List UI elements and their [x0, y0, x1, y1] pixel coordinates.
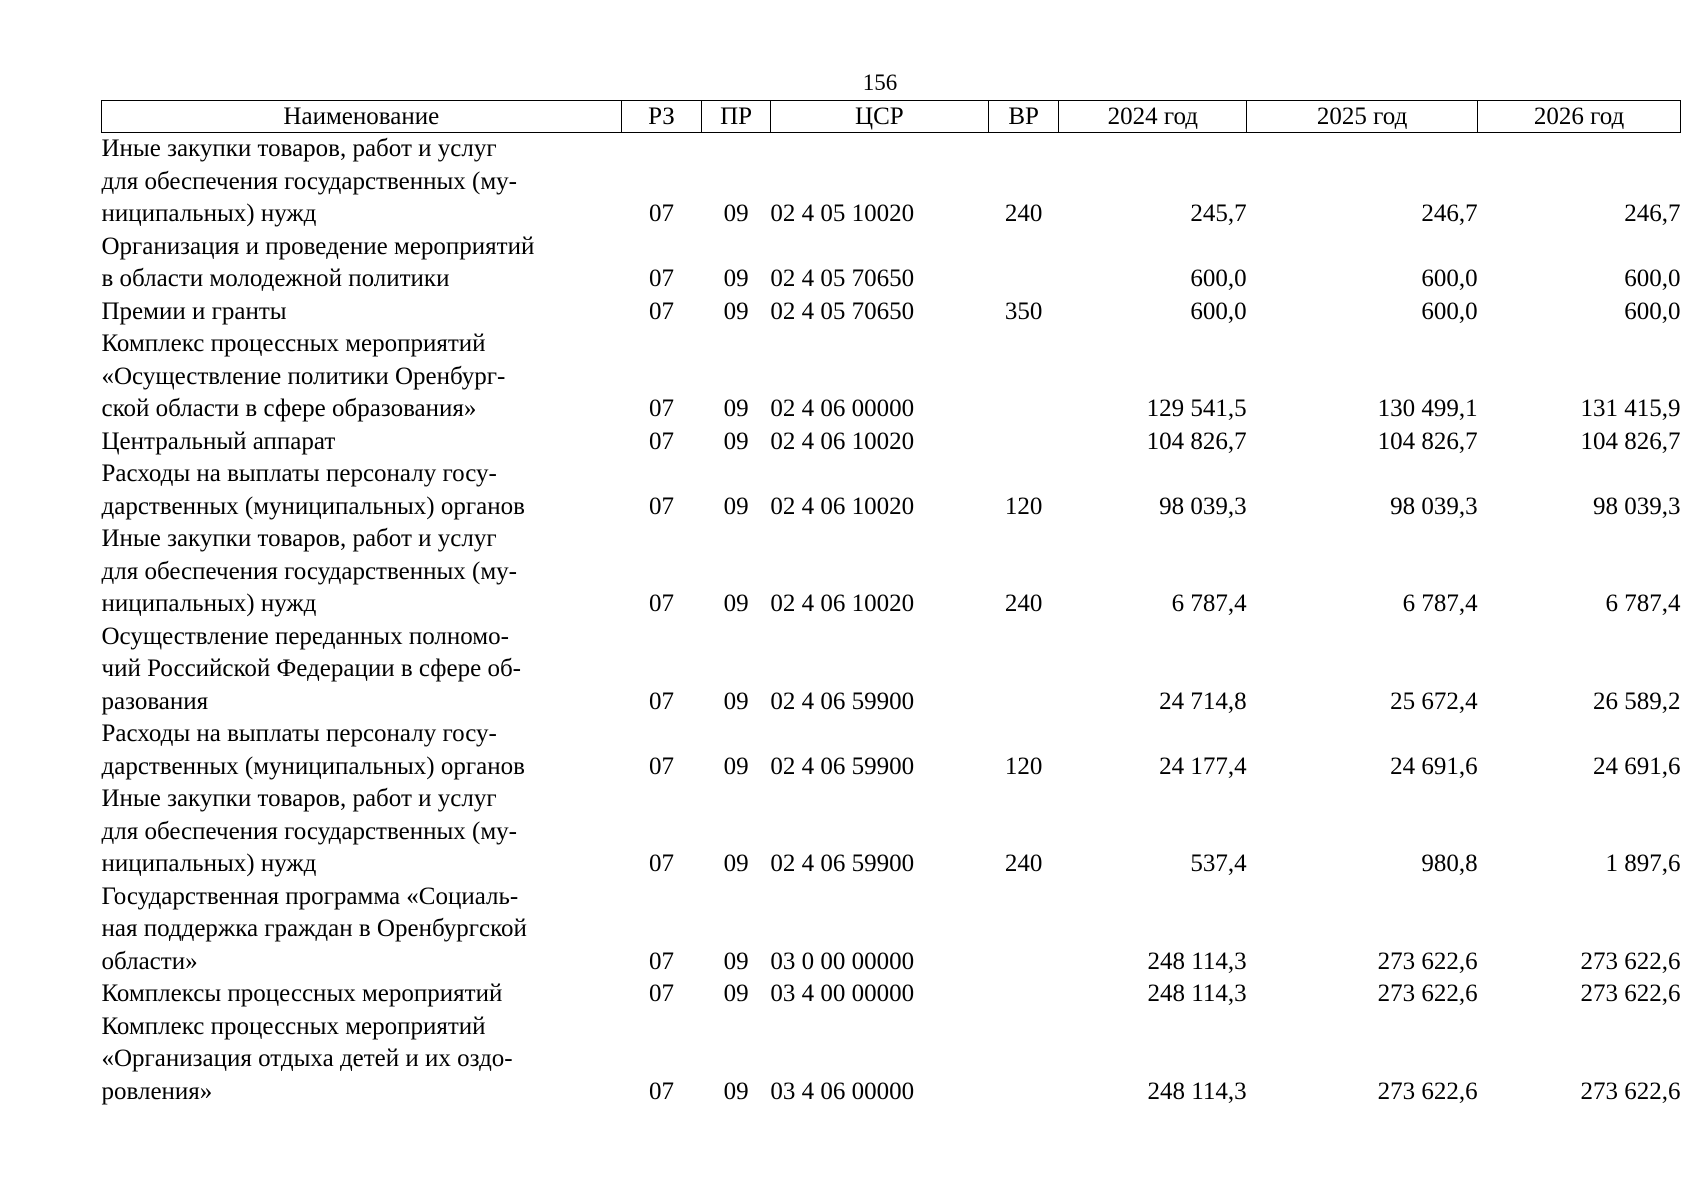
- page-number: 156: [862, 70, 898, 95]
- row-2024: 6 787,4: [1171, 590, 1247, 617]
- row-vr: 240: [1004, 850, 1043, 877]
- row-2026: 246,7: [1624, 200, 1681, 227]
- row-name-line: Иные закупки товаров, работ и услуг: [101, 525, 497, 552]
- row-rz: 07: [648, 947, 674, 975]
- row-name-line: ровления»: [101, 1077, 213, 1105]
- row-2024: 245,7: [1190, 200, 1247, 227]
- row-csr: 02 4 05 70650: [770, 265, 915, 292]
- row-pr: 09: [723, 427, 749, 455]
- row-pr: 09: [723, 1077, 749, 1105]
- row-2024: 104 826,7: [1146, 427, 1247, 455]
- row-2026: 273 622,6: [1580, 1077, 1681, 1105]
- row-csr: 02 4 05 10020: [770, 200, 915, 227]
- row-name: [102, 881, 622, 979]
- row-rz: 07: [648, 752, 674, 780]
- header-vr: ВР: [988, 101, 1059, 133]
- row-vr: [988, 881, 1059, 979]
- row-name-line: Комплекс процессных мероприятий: [101, 330, 486, 357]
- row-csr: 02 4 06 10020: [770, 590, 915, 617]
- row-pr: 09: [723, 752, 749, 780]
- row-csr: 02 4 06 10020: [770, 427, 915, 455]
- budget-table: [101, 100, 1681, 1108]
- row-2025: 273 622,6: [1377, 947, 1478, 975]
- row-2026: 273 622,6: [1580, 980, 1681, 1007]
- row-2026: 24 691,6: [1593, 752, 1681, 780]
- table-row: [102, 133, 1681, 231]
- row-name-line: дарственных (муниципальных) органов: [101, 492, 525, 520]
- table-row: [102, 296, 1681, 329]
- table-row: [102, 718, 1681, 783]
- header-2024: 2024 год: [1059, 101, 1247, 133]
- row-name-line: ской области в сфере образования»: [101, 395, 477, 422]
- row-rz: 07: [648, 1077, 674, 1105]
- row-vr: [988, 231, 1059, 296]
- row-2026: 6 787,4: [1605, 590, 1681, 617]
- row-2025: 600,0: [1421, 297, 1478, 325]
- row-name: [102, 296, 622, 329]
- row-name: [102, 621, 622, 719]
- row-name-line: для обеспечения государственных (му-: [101, 817, 517, 845]
- row-name: [102, 231, 622, 296]
- table-row: [102, 426, 1681, 459]
- row-2025: 98 039,3: [1390, 492, 1478, 520]
- row-vr: [988, 621, 1059, 719]
- row-rz: 07: [648, 590, 674, 617]
- row-name-line: ниципальных) нужд: [101, 200, 317, 227]
- table-row: [102, 328, 1681, 426]
- row-pr: 09: [723, 297, 749, 325]
- row-2025: 273 622,6: [1377, 1077, 1478, 1105]
- row-csr: 03 0 00 00000: [770, 947, 915, 975]
- row-vr: [988, 1011, 1059, 1109]
- row-vr: [988, 978, 1059, 1011]
- row-name-line: чий Российской Федерации в сфере об-: [101, 655, 521, 682]
- row-vr: [988, 426, 1059, 459]
- row-vr: [988, 328, 1059, 426]
- row-2025: 24 691,6: [1390, 752, 1478, 780]
- row-name: [102, 718, 622, 783]
- header-2025: 2025 год: [1247, 101, 1478, 133]
- row-2026: 1 897,6: [1605, 850, 1681, 877]
- row-vr: 120: [1004, 492, 1043, 520]
- row-rz: 07: [648, 395, 674, 422]
- row-name-line: Иные закупки товаров, работ и услуг: [101, 785, 497, 812]
- header-name: Наименование: [102, 101, 622, 133]
- row-2024: 600,0: [1190, 265, 1247, 292]
- row-name-line: Государственная программа «Социаль-: [101, 882, 519, 910]
- row-name-line: «Осуществление политики Оренбург-: [101, 362, 506, 390]
- row-name-line: в области молодежной политики: [101, 265, 450, 292]
- header-pr: ПР: [702, 101, 771, 133]
- row-2024: 98 039,3: [1159, 492, 1247, 520]
- table-row: [102, 458, 1681, 523]
- row-2026: 26 589,2: [1593, 687, 1681, 715]
- row-vr: 240: [1004, 590, 1043, 617]
- table-row: [102, 978, 1681, 1011]
- row-name: [102, 1011, 622, 1109]
- row-2024: 24 714,8: [1159, 687, 1247, 715]
- row-2026: 131 415,9: [1580, 395, 1681, 422]
- row-vr: 120: [1004, 752, 1043, 780]
- row-pr: 09: [723, 850, 749, 877]
- row-pr: 09: [723, 687, 749, 715]
- row-csr: 03 4 00 00000: [770, 980, 915, 1007]
- row-rz: 07: [648, 850, 674, 877]
- row-pr: 09: [723, 395, 749, 422]
- row-2026: 600,0: [1624, 265, 1681, 292]
- row-name-line: Осуществление переданных полномо-: [101, 622, 509, 650]
- table-row: [102, 621, 1681, 719]
- row-rz: 07: [648, 980, 674, 1007]
- row-csr: 02 4 06 00000: [770, 395, 915, 422]
- table-row: [102, 881, 1681, 979]
- row-name-line: разования: [101, 687, 209, 715]
- row-name-line: для обеспечения государственных (му-: [101, 557, 517, 585]
- row-name-line: Комплекс процессных мероприятий: [101, 1012, 486, 1040]
- row-2024: 537,4: [1190, 850, 1247, 877]
- row-name-line: дарственных (муниципальных) органов: [101, 752, 525, 780]
- row-name-line: ниципальных) нужд: [101, 590, 317, 617]
- header-2026: 2026 год: [1478, 101, 1681, 133]
- row-rz: 07: [648, 427, 674, 455]
- row-pr: 09: [723, 980, 749, 1007]
- row-name: [102, 426, 622, 459]
- row-name-line: Расходы на выплаты персоналу госу-: [101, 460, 497, 487]
- row-name-line: Организация и проведение мероприятий: [101, 232, 535, 260]
- row-2025: 130 499,1: [1377, 395, 1478, 422]
- row-name: [102, 133, 622, 231]
- row-name-line: Расходы на выплаты персоналу госу-: [101, 720, 497, 747]
- header-rz: РЗ: [621, 101, 702, 133]
- row-name-line: «Организация отдыха детей и их оздо-: [101, 1045, 513, 1072]
- row-name-line: для обеспечения государственных (му-: [101, 167, 517, 195]
- row-pr: 09: [723, 947, 749, 975]
- row-pr: 09: [723, 590, 749, 617]
- row-2025: 6 787,4: [1402, 590, 1478, 617]
- row-name-line: Иные закупки товаров, работ и услуг: [101, 135, 497, 162]
- row-2025: 104 826,7: [1377, 427, 1478, 455]
- row-2025: 273 622,6: [1377, 980, 1478, 1007]
- row-2024: 129 541,5: [1146, 395, 1247, 422]
- row-2026: 98 039,3: [1593, 492, 1681, 520]
- row-name: [102, 523, 622, 621]
- row-rz: 07: [648, 265, 674, 292]
- row-2024: 600,0: [1190, 297, 1247, 325]
- row-name: [102, 783, 622, 881]
- row-rz: 07: [648, 492, 674, 520]
- row-csr: 02 4 05 70650: [770, 297, 915, 325]
- row-rz: 07: [648, 200, 674, 227]
- row-csr: 02 4 06 59900: [770, 752, 915, 780]
- row-2025: 600,0: [1421, 265, 1478, 292]
- row-2025: 246,7: [1421, 200, 1478, 227]
- row-csr: 03 4 06 00000: [770, 1077, 915, 1105]
- table-header-row: [102, 101, 1681, 133]
- row-2025: 25 672,4: [1390, 687, 1478, 715]
- header-csr: ЦСР: [770, 101, 988, 133]
- row-name: [102, 458, 622, 523]
- row-vr: 240: [1004, 200, 1043, 227]
- row-2026: 273 622,6: [1580, 947, 1681, 975]
- row-2024: 248 114,3: [1147, 980, 1247, 1007]
- table-body: [102, 133, 1681, 1109]
- row-pr: 09: [723, 200, 749, 227]
- row-name: [102, 978, 622, 1011]
- row-csr: 02 4 06 59900: [770, 850, 915, 877]
- row-2026: 600,0: [1624, 297, 1681, 325]
- row-name-line: Премии и гранты: [101, 297, 287, 325]
- row-2024: 248 114,3: [1147, 1077, 1247, 1105]
- row-csr: 02 4 06 10020: [770, 492, 915, 520]
- table-row: [102, 783, 1681, 881]
- row-2025: 980,8: [1421, 850, 1478, 877]
- table-row: [102, 231, 1681, 296]
- row-name-line: области»: [101, 947, 198, 975]
- table-row: [102, 523, 1681, 621]
- row-2024: 24 177,4: [1159, 752, 1247, 780]
- table-row: [102, 1011, 1681, 1109]
- row-name-line: ниципальных) нужд: [101, 850, 317, 877]
- row-pr: 09: [723, 265, 749, 292]
- row-rz: 07: [648, 687, 674, 715]
- row-vr: 350: [1004, 297, 1043, 325]
- row-name: [102, 328, 622, 426]
- row-rz: 07: [648, 297, 674, 325]
- row-2024: 248 114,3: [1147, 947, 1247, 975]
- row-2026: 104 826,7: [1580, 427, 1681, 455]
- row-name-line: ная поддержка граждан в Оренбургской: [101, 915, 527, 942]
- row-pr: 09: [723, 492, 749, 520]
- row-csr: 02 4 06 59900: [770, 687, 915, 715]
- row-name-line: Центральный аппарат: [101, 427, 336, 455]
- row-name-line: Комплексы процессных мероприятий: [101, 980, 503, 1007]
